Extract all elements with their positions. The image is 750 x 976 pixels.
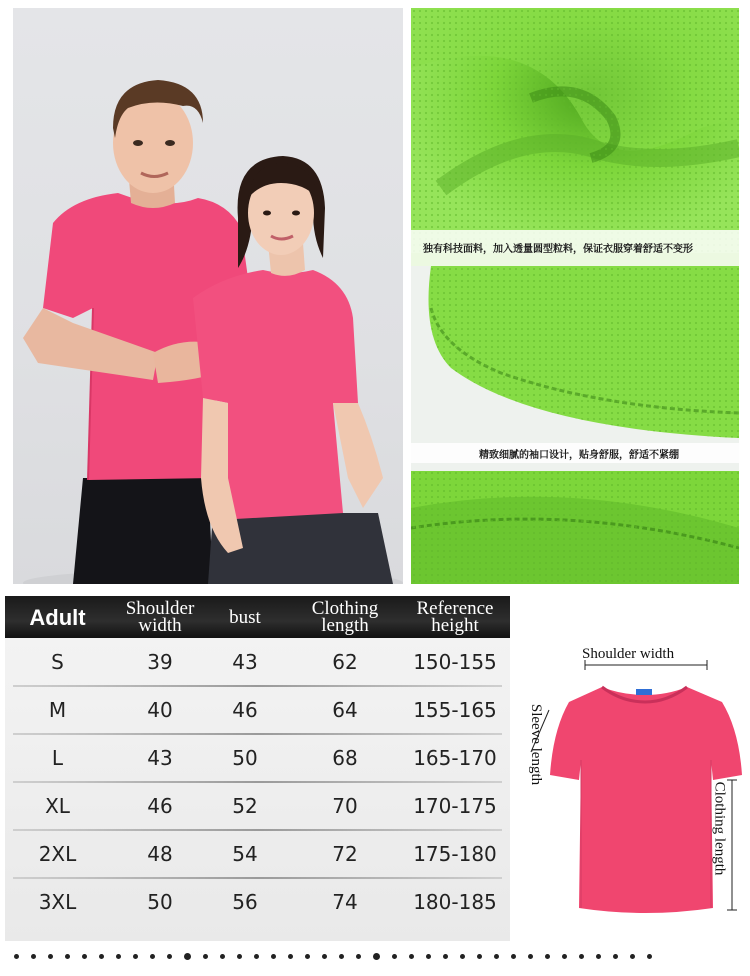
pagination-dot bbox=[545, 954, 550, 959]
pagination-dot bbox=[14, 954, 19, 959]
pagination-dot bbox=[356, 954, 361, 959]
fabric-caption-top: 独有科技面料，加入透量圆型粒料，保证衣服穿着舒适不变形 bbox=[423, 244, 693, 255]
header-adult: Adult bbox=[29, 604, 86, 630]
pagination-dot bbox=[65, 954, 70, 959]
cell-size: 3XL bbox=[38, 890, 77, 914]
pagination-dot bbox=[133, 954, 138, 959]
pagination-dot bbox=[339, 954, 344, 959]
cell-shoulder-width: 40 bbox=[147, 698, 173, 722]
pagination-dot bbox=[443, 954, 448, 959]
size-chart-table bbox=[5, 596, 510, 941]
cell-size: M bbox=[48, 698, 67, 722]
cell-shoulder-width: 43 bbox=[147, 746, 173, 770]
cell-size: L bbox=[51, 746, 64, 770]
cell-bust: 46 bbox=[232, 698, 258, 722]
fabric-caption-bottom: 精致细腻的袖口设计，贴身舒服，舒适不紧绷 bbox=[479, 450, 679, 461]
cell-clothing-length: 68 bbox=[332, 746, 358, 770]
pagination-dot bbox=[305, 954, 310, 959]
pagination-dot bbox=[596, 954, 601, 959]
pagination-dot bbox=[237, 954, 242, 959]
cell-reference-height: 180-185 bbox=[413, 890, 497, 914]
cell-bust: 52 bbox=[232, 794, 258, 818]
table-row bbox=[5, 734, 510, 782]
pagination-dot bbox=[322, 954, 327, 959]
cell-clothing-length: 64 bbox=[332, 698, 358, 722]
cell-clothing-length: 72 bbox=[332, 842, 358, 866]
fabric-closeup-photo bbox=[411, 8, 739, 584]
pagination-dot bbox=[373, 953, 380, 960]
cell-reference-height: 170-175 bbox=[413, 794, 497, 818]
cell-shoulder-width: 50 bbox=[147, 890, 173, 914]
cell-shoulder-width: 39 bbox=[147, 650, 173, 674]
cell-bust: 50 bbox=[232, 746, 258, 770]
pagination-dot bbox=[116, 954, 121, 959]
cell-bust: 54 bbox=[232, 842, 258, 866]
table-body bbox=[5, 638, 510, 941]
cell-bust: 56 bbox=[232, 890, 258, 914]
pagination-dot bbox=[460, 954, 465, 959]
sleeve-length-label: Sleeve length bbox=[528, 703, 545, 786]
header-reference-height: Reference height bbox=[416, 598, 494, 636]
cell-reference-height: 175-180 bbox=[413, 842, 497, 866]
cell-shoulder-width: 46 bbox=[147, 794, 173, 818]
cell-reference-height: 165-170 bbox=[413, 746, 497, 770]
pagination-dot bbox=[528, 954, 533, 959]
cell-reference-height: 150-155 bbox=[413, 650, 497, 674]
pagination-dot bbox=[511, 954, 516, 959]
clothing-length-label: Clothing length bbox=[711, 781, 728, 876]
pagination-dot bbox=[184, 953, 191, 960]
pagination-dot bbox=[613, 954, 618, 959]
table-row bbox=[5, 830, 510, 878]
pagination-dots bbox=[14, 954, 652, 960]
cell-clothing-length: 62 bbox=[332, 650, 358, 674]
table-row bbox=[5, 638, 510, 686]
pagination-dot bbox=[647, 954, 652, 959]
pagination-dot bbox=[150, 954, 155, 959]
cell-shoulder-width: 48 bbox=[147, 842, 173, 866]
pagination-dot bbox=[494, 954, 499, 959]
table-header bbox=[5, 596, 510, 638]
pagination-dot bbox=[630, 954, 635, 959]
tshirt-measurement-diagram bbox=[517, 640, 747, 920]
pagination-dot bbox=[220, 954, 225, 959]
cell-size: S bbox=[51, 650, 64, 674]
pagination-dot bbox=[82, 954, 87, 959]
cell-bust: 43 bbox=[232, 650, 258, 674]
cell-clothing-length: 74 bbox=[332, 890, 358, 914]
table-row bbox=[5, 686, 510, 734]
cell-size: XL bbox=[45, 794, 70, 818]
pagination-dot bbox=[254, 954, 259, 959]
pagination-dot bbox=[562, 954, 567, 959]
cell-clothing-length: 70 bbox=[332, 794, 358, 818]
pagination-dot bbox=[477, 954, 482, 959]
pagination-dot bbox=[48, 954, 53, 959]
pagination-dot bbox=[288, 954, 293, 959]
pagination-dot bbox=[271, 954, 276, 959]
pagination-dot bbox=[392, 954, 397, 959]
header-bust: bust bbox=[229, 606, 261, 628]
pagination-dot bbox=[426, 954, 431, 959]
pagination-dot bbox=[99, 954, 104, 959]
header-clothing-length: Clothing length bbox=[311, 598, 379, 636]
pagination-dot bbox=[167, 954, 172, 959]
pagination-dot bbox=[579, 954, 584, 959]
cell-size: 2XL bbox=[38, 842, 77, 866]
model-photo bbox=[13, 8, 403, 584]
pagination-dot bbox=[203, 954, 208, 959]
pagination-dot bbox=[31, 954, 36, 959]
shoulder-width-label: Shoulder width bbox=[582, 646, 675, 662]
table-row bbox=[5, 782, 510, 830]
table-row bbox=[5, 878, 510, 926]
header-shoulder-width: Shoulder width bbox=[125, 598, 195, 636]
cell-reference-height: 155-165 bbox=[413, 698, 497, 722]
pagination-dot bbox=[409, 954, 414, 959]
tshirt-icon bbox=[517, 640, 747, 920]
